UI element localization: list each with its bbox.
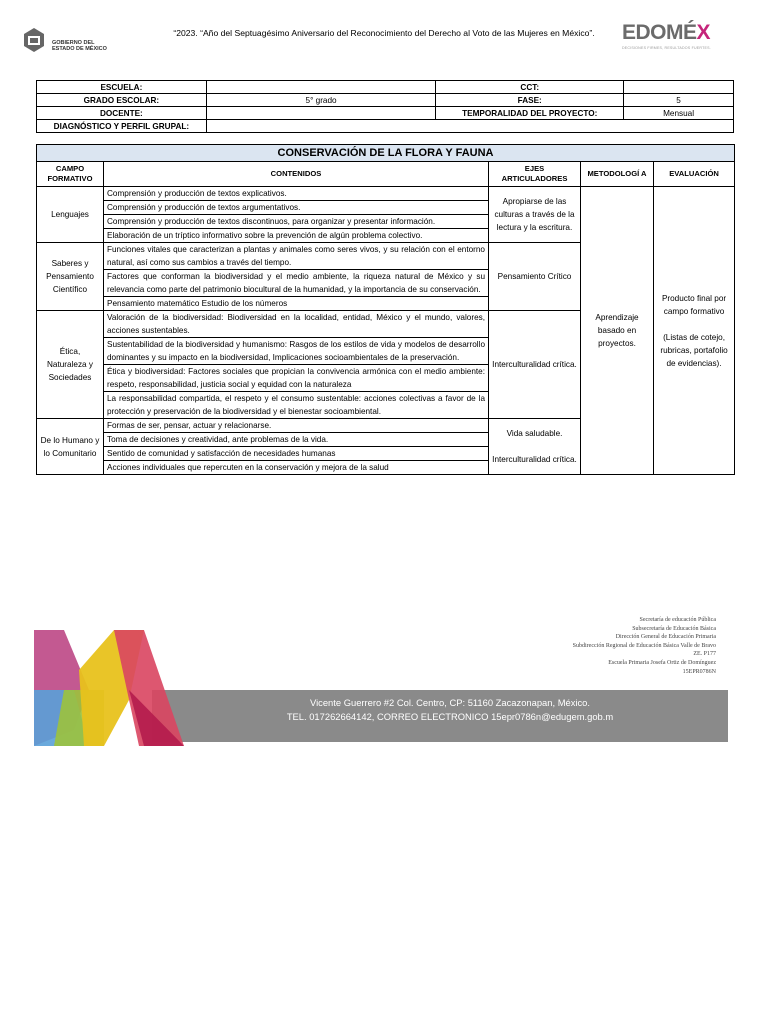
ejes-humano-2: Interculturalidad crítica. (492, 455, 577, 464)
diagnostico-value (206, 120, 733, 133)
grado-value: 5° grado (206, 94, 436, 107)
contenido-cell: Ética y biodiversidad: Factores sociales que propician la convivencia armónica con el medio ambiente: respeto, responsabilidad, justicia social y equidad con la naturaleza (104, 365, 489, 392)
year-banner: “2023. “Año del Septuagésimo Aniversario del Reconocimiento del Derecho al Voto de las Mujeres en México”. (173, 28, 595, 38)
edomex-m-graphic-icon (34, 630, 184, 746)
contenido-cell: Comprensión y producción de textos discontinuos, para organizar y presentar información. (104, 215, 489, 229)
cct-label: CCT: (436, 81, 624, 94)
evaluacion-producto: Producto final por campo formativo (661, 293, 727, 316)
contenido-cell: Toma de decisiones y creatividad, ante problemas de la vida. (104, 433, 489, 447)
escuela-value (206, 81, 436, 94)
col-header-contenidos: CONTENIDOS (104, 162, 489, 187)
ejes-humano-1: Vida saludable. (506, 429, 563, 438)
edomex-tagline: DECISIONES FIRMES, RESULTADOS FUERTES. (622, 46, 711, 50)
contenido-cell: Sentido de comunidad y satisfacción de necesidades humanas (104, 447, 489, 461)
evaluacion-cell (654, 187, 735, 475)
grado-label: GRADO ESCOLAR: (37, 94, 207, 107)
contenido-cell: Sustentabilidad de la biodiversidad y humanismo: Rasgos de los estilos de vida y modelos de desarrollo dominantes y su impacto en la biodiversidad, Implicaciones socioambientales de la preservación. (104, 338, 489, 365)
docente-label: DOCENTE: (37, 107, 207, 120)
address-line: Vicente Guerrero #2 Col. Centro, CP: 51160 Zacazonapan, México. (309, 697, 590, 708)
contenido-cell: La responsabilidad compartida, el respeto y el consumo sustentable: acciones colectivas a favor de la protección y preservación de la biodiversidad y el bienestar socioambiental. (104, 392, 489, 419)
contenido-cell: Comprensión y producción de textos argumentativos. (104, 201, 489, 215)
ejes-saberes: Pensamiento Crítico (489, 243, 581, 311)
cct-value (624, 81, 734, 94)
col-header-ejes: EJES ARTICULADORES (489, 162, 581, 187)
gobierno-estado-mexico-logo (20, 24, 130, 58)
project-plan-table (36, 144, 735, 475)
edomex-logo (622, 22, 748, 52)
footer-signatures: Secretaría de educación Pública Subsecretaría de Educación Básica Dirección General de Educación Primaria Subdirección Regional de Educación Básica Valle de Bravo ZE. P177 Escuela Primaria Josefa Ortiz de Domínguez 15EPR0786N (572, 617, 716, 675)
campo-humano: De lo Humano y lo Comunitario (37, 419, 104, 475)
contenido-cell: Valoración de la biodiversidad: Biodiversidad en la localidad, entidad, México y el mundo, valores, acciones sustentables. (104, 311, 489, 338)
table-row (37, 94, 734, 107)
col-header-evaluacion: EVALUACIÓN (654, 162, 735, 187)
ejes-lenguajes: Apropiarse de las culturas a través de la lectura y la escritura. (489, 187, 581, 243)
campo-saberes: Saberes y Pensamiento Científico (37, 243, 104, 311)
escuela-label: ESCUELA: (37, 81, 207, 94)
contenido-cell: Pensamiento matemático Estudio de los números (104, 297, 489, 311)
table-row (37, 107, 734, 120)
temporalidad-value: Mensual (624, 107, 734, 120)
ejes-etica: Interculturalidad crítica. (489, 311, 581, 419)
contenido-cell: Elaboración de un tríptico informativo sobre la prevención de algún problema colectivo. (104, 229, 489, 243)
gob-logo-text: GOBIERNO DEL ESTADO DE MÉXICO (52, 40, 107, 52)
ejes-humano (489, 419, 581, 475)
edomex-brand-x: X (696, 21, 711, 44)
contenido-cell: Formas de ser, pensar, actuar y relacionarse. (104, 419, 489, 433)
table-row (37, 120, 734, 133)
footer-address (270, 696, 630, 724)
metodologia-cell: Aprendizaje basado en proyectos. (581, 187, 654, 475)
campo-lenguajes: Lenguajes (37, 187, 104, 243)
title-row (37, 145, 735, 162)
contenido-cell: Factores que conforman la biodiversidad y el medio ambiente, la riqueza natural de México y su relevancia como parte del patrimonio biocultural de la humanidad, y la importancia de su conservación. (104, 270, 489, 297)
evaluacion-detalle: (Listas de cotejo, rubricas, portafolio de evidencias). (660, 332, 728, 368)
edomex-brand: EDOMÉX (622, 21, 711, 44)
table-row (37, 81, 734, 94)
contenido-cell: Funciones vitales que caracterizan a plantas y animales como seres vivos, y su relación con el entorno natural, así como sus cambios a través del tiempo. (104, 243, 489, 270)
docente-value (206, 107, 436, 120)
project-title: CONSERVACIÓN DE LA FLORA Y FAUNA (37, 145, 735, 162)
contenido-cell: Comprensión y producción de textos explicativos. (104, 187, 489, 201)
header-row (37, 162, 735, 187)
fase-label: FASE: (436, 94, 624, 107)
page-header (0, 0, 768, 72)
contenido-cell: Acciones individuales que repercuten en la conservación y mejora de la salud (104, 461, 489, 475)
campo-etica: Ética, Naturaleza y Sociedades (37, 311, 104, 419)
fase-value: 5 (624, 94, 734, 107)
contact-line: TEL. 017262664142, CORREO ELECTRONICO 15epr0786n@edugem.gob.m (286, 711, 614, 722)
school-info-table (36, 80, 734, 133)
temporalidad-label: TEMPORALIDAD DEL PROYECTO: (436, 107, 624, 120)
col-header-metodologia: METODOLOGÍ A (581, 162, 654, 187)
col-header-campo: CAMPO FORMATIVO (37, 162, 104, 187)
diagnostico-label: DIAGNÓSTICO Y PERFIL GRUPAL: (37, 120, 207, 133)
table-row (37, 187, 735, 201)
state-seal-icon (20, 26, 48, 54)
